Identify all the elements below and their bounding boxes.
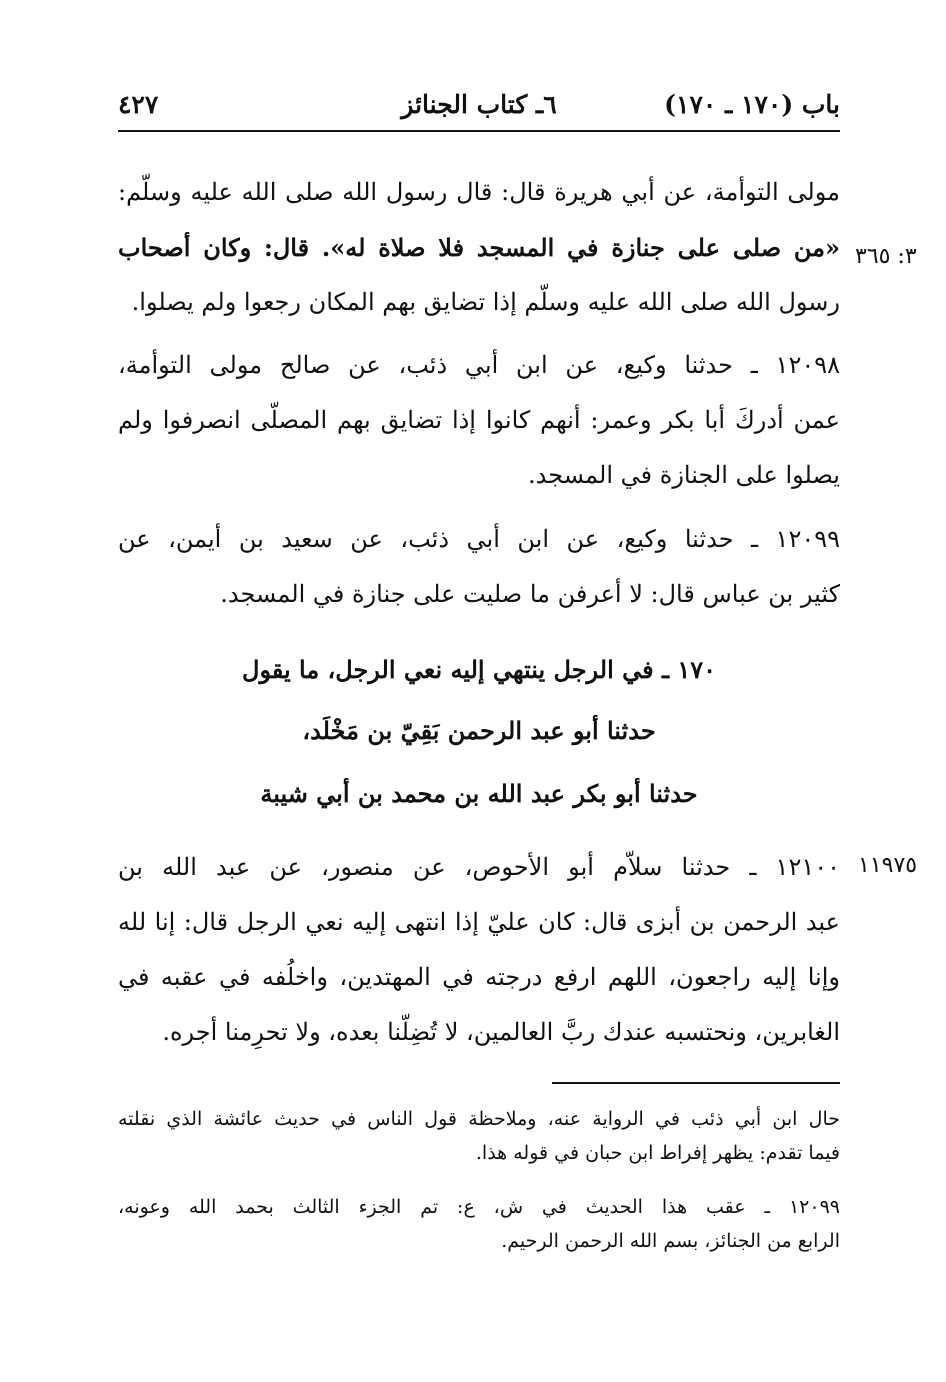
- text-line: الغابرين، ونحتسبه عندك ربَّ العالمين، لا تُضِلّنا بعده، ولا تحرِمنا أجره.: [162, 1018, 840, 1046]
- paragraph-continuation: [118, 165, 840, 330]
- margin-reference: ١١٩٧٥: [858, 853, 918, 878]
- chapter-range: باب (١٧٠ ـ ١٧٠): [664, 90, 840, 119]
- narrator-line: حدثنا أبو عبد الرحمن بَقِيّ بن مَخْلَد،: [302, 716, 656, 745]
- footnote-divider: [552, 1082, 840, 1084]
- hadith-12099: [118, 512, 840, 622]
- text-line: كثير بن عباس قال: لا أعرفن ما صليت على جنازة في المسجد.: [220, 580, 840, 608]
- text-line: رسول الله صلى الله عليه وسلّم إذا تضايق بهم المكان رجعوا ولم يصلوا.: [131, 288, 840, 316]
- text-line: عمن أدركَ أبا بكر وعمر: أنهم كانوا إذا تضايق بهم المصلّى انصرفوا ولم: [118, 406, 840, 434]
- hadith-12098: [118, 338, 840, 503]
- footnote-line: حال ابن أبي ذئب في الرواية عنه، وملاحظة قول الناس في حديث عائشة الذي نقلته: [118, 1108, 840, 1130]
- text-line: عبد الرحمن بن أبزى قال: كان عليّ إذا انتهى إليه نعي الرجل قال: إنا لله: [118, 908, 840, 936]
- footnote-line: فيما تقدم: يظهر إفراط ابن حبان في قوله هذا.: [475, 1142, 840, 1164]
- text-line: ١٢٠٩٩ ـ حدثنا وكيع، عن ابن أبي ذئب، عن سعيد بن أيمن، عن: [118, 525, 840, 553]
- narrator-line: حدثنا أبو بكر عبد الله بن محمد بن أبي شيبة: [260, 779, 698, 808]
- footnote-line: ١٢٠٩٩ ـ عقب هذا الحديث في ش، ع: تم الجزء الثالث بحمد الله وعونه،: [118, 1196, 840, 1218]
- footnote-line: الرابع من الجنائز، بسم الله الرحمن الرحيم.: [501, 1230, 840, 1252]
- page-number: ٤٢٧: [118, 90, 159, 119]
- text-line: مولى التوأمة، عن أبي هريرة قال: قال رسول الله صلى الله عليه وسلّم:: [118, 178, 840, 206]
- text-line: يصلوا على الجنازة في المسجد.: [528, 461, 840, 489]
- text-line: «من صلى على جنازة في المسجد فلا صلاة له». قال: وكان أصحاب: [118, 233, 840, 262]
- text-line: ١٢٠٩٨ ـ حدثنا وكيع، عن ابن أبي ذئب، عن صالح مولى التوأمة،: [118, 351, 840, 379]
- chapter-heading: ١٧٠ ـ في الرجل ينتهي إليه نعي الرجل، ما يقول: [242, 655, 716, 684]
- page-header: [118, 86, 840, 132]
- margin-reference: ٣: ٣٦٥: [855, 244, 917, 269]
- book-title: ٦ـ كتاب الجنائز: [401, 90, 557, 119]
- footnote: [118, 1190, 840, 1258]
- hadith-12100: [118, 840, 840, 1060]
- text-line: وإنا إليه راجعون، اللهم ارفع درجته في المهتدين، واخلُفه في عقبه في: [118, 963, 840, 991]
- text-line: ١٢١٠٠ ـ حدثنا سلاّم أبو الأحوص، عن منصور، عن عبد الله بن: [118, 853, 840, 881]
- footnote: [118, 1102, 840, 1170]
